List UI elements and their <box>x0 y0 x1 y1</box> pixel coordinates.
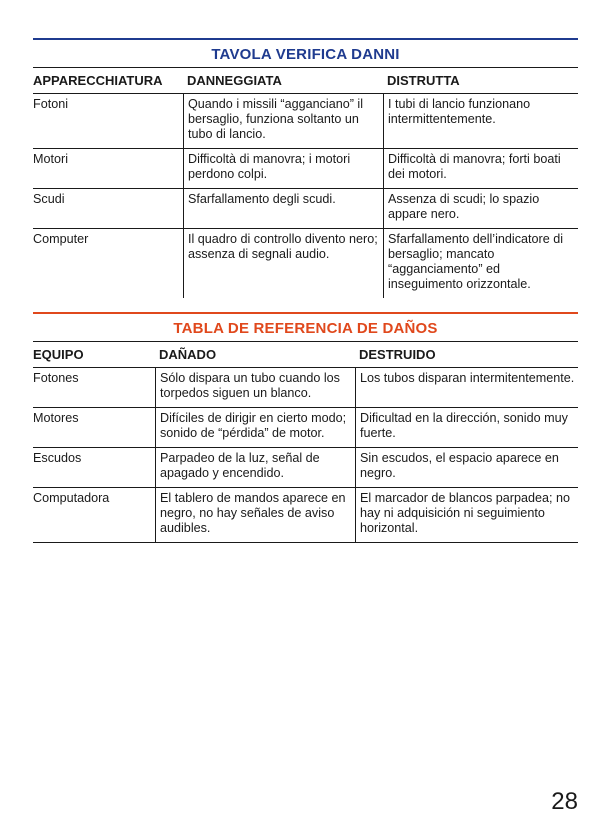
spanish-row-fotones-damaged: Sólo dispara un tubo cuando los torpedos siguen un blanco. <box>155 368 355 407</box>
spanish-header-equipment: EQUIPO <box>33 347 84 362</box>
italian-grid <box>33 68 578 298</box>
spanish-row-computadora-damaged: El tablero de mandos aparece en negro, no hay señales de aviso audibles. <box>155 488 355 542</box>
italian-row-scudi-equipment: Scudi <box>33 192 65 206</box>
italian-row-scudi-damaged: Sfarfallamento degli scudi. <box>183 189 383 228</box>
spanish-row-escudos-equipment: Escudos <box>33 451 82 465</box>
italian-row-fotoni-damaged: Quando i missili “agganciano” il bersaglio, funziona soltanto un tubo di lancio. <box>183 94 383 148</box>
italian-row-scudi-destroyed: Assenza di scudi; lo spazio appare nero. <box>383 189 578 228</box>
italian-damage-table <box>33 38 578 298</box>
italian-row-fotoni-destroyed: I tubi di lancio funzionano intermittentemente. <box>383 94 578 148</box>
italian-row-computer-equipment: Computer <box>33 232 89 246</box>
spanish-row-fotones-destroyed: Los tubos disparan intermitentemente. <box>355 368 578 407</box>
page-number: 28 <box>551 788 578 815</box>
spanish-row-computadora-equipment: Computadora <box>33 491 110 505</box>
italian-header-damaged: DANNEGGIATA <box>187 73 282 88</box>
spanish-row-fotones-equipment: Fotones <box>33 371 79 385</box>
spanish-damage-table <box>33 312 578 543</box>
spanish-row-escudos-destroyed: Sin escudos, el espacio aparece en negro. <box>355 448 578 487</box>
spanish-row-motores-destroyed: Dificultad en la dirección, sonido muy fuerte. <box>355 408 578 447</box>
spanish-grid <box>33 342 578 543</box>
spanish-table-title: TABLA DE REFERENCIA DE DAÑOS <box>173 320 438 337</box>
spanish-header-destroyed: DESTRUIDO <box>359 347 436 362</box>
italian-row-computer-destroyed: Sfarfallamento dell’indicatore di bersaglio; mancato “agganciamento” ed inseguimento orizzontale. <box>383 229 578 298</box>
spanish-row-escudos-damaged: Parpadeo de la luz, señal de apagado y encendido. <box>155 448 355 487</box>
row-divider <box>33 542 578 543</box>
italian-row-motori-destroyed: Difficoltà di manovra; forti boati dei motori. <box>383 149 578 188</box>
italian-table-title: TAVOLA VERIFICA DANNI <box>211 46 400 63</box>
spanish-header-damaged: DAÑADO <box>159 347 217 362</box>
spanish-row-motores-equipment: Motores <box>33 411 79 425</box>
italian-header-destroyed: DISTRUTTA <box>387 73 460 88</box>
spanish-row-motores-damaged: Difíciles de dirigir en cierto modo; sonido de “pérdida” de motor. <box>155 408 355 447</box>
italian-row-fotoni-equipment: Fotoni <box>33 97 69 111</box>
spanish-row-computadora-destroyed: El marcador de blancos parpadea; no hay ni adquisición ni seguimiento horizontal. <box>355 488 578 542</box>
italian-row-motori-damaged: Difficoltà di manovra; i motori perdono colpi. <box>183 149 383 188</box>
italian-row-motori-equipment: Motori <box>33 152 68 166</box>
italian-header-equipment: APPARECCHIATURA <box>33 73 163 88</box>
italian-row-computer-damaged: Il quadro di controllo divento nero; assenza di segnali audio. <box>183 229 383 298</box>
